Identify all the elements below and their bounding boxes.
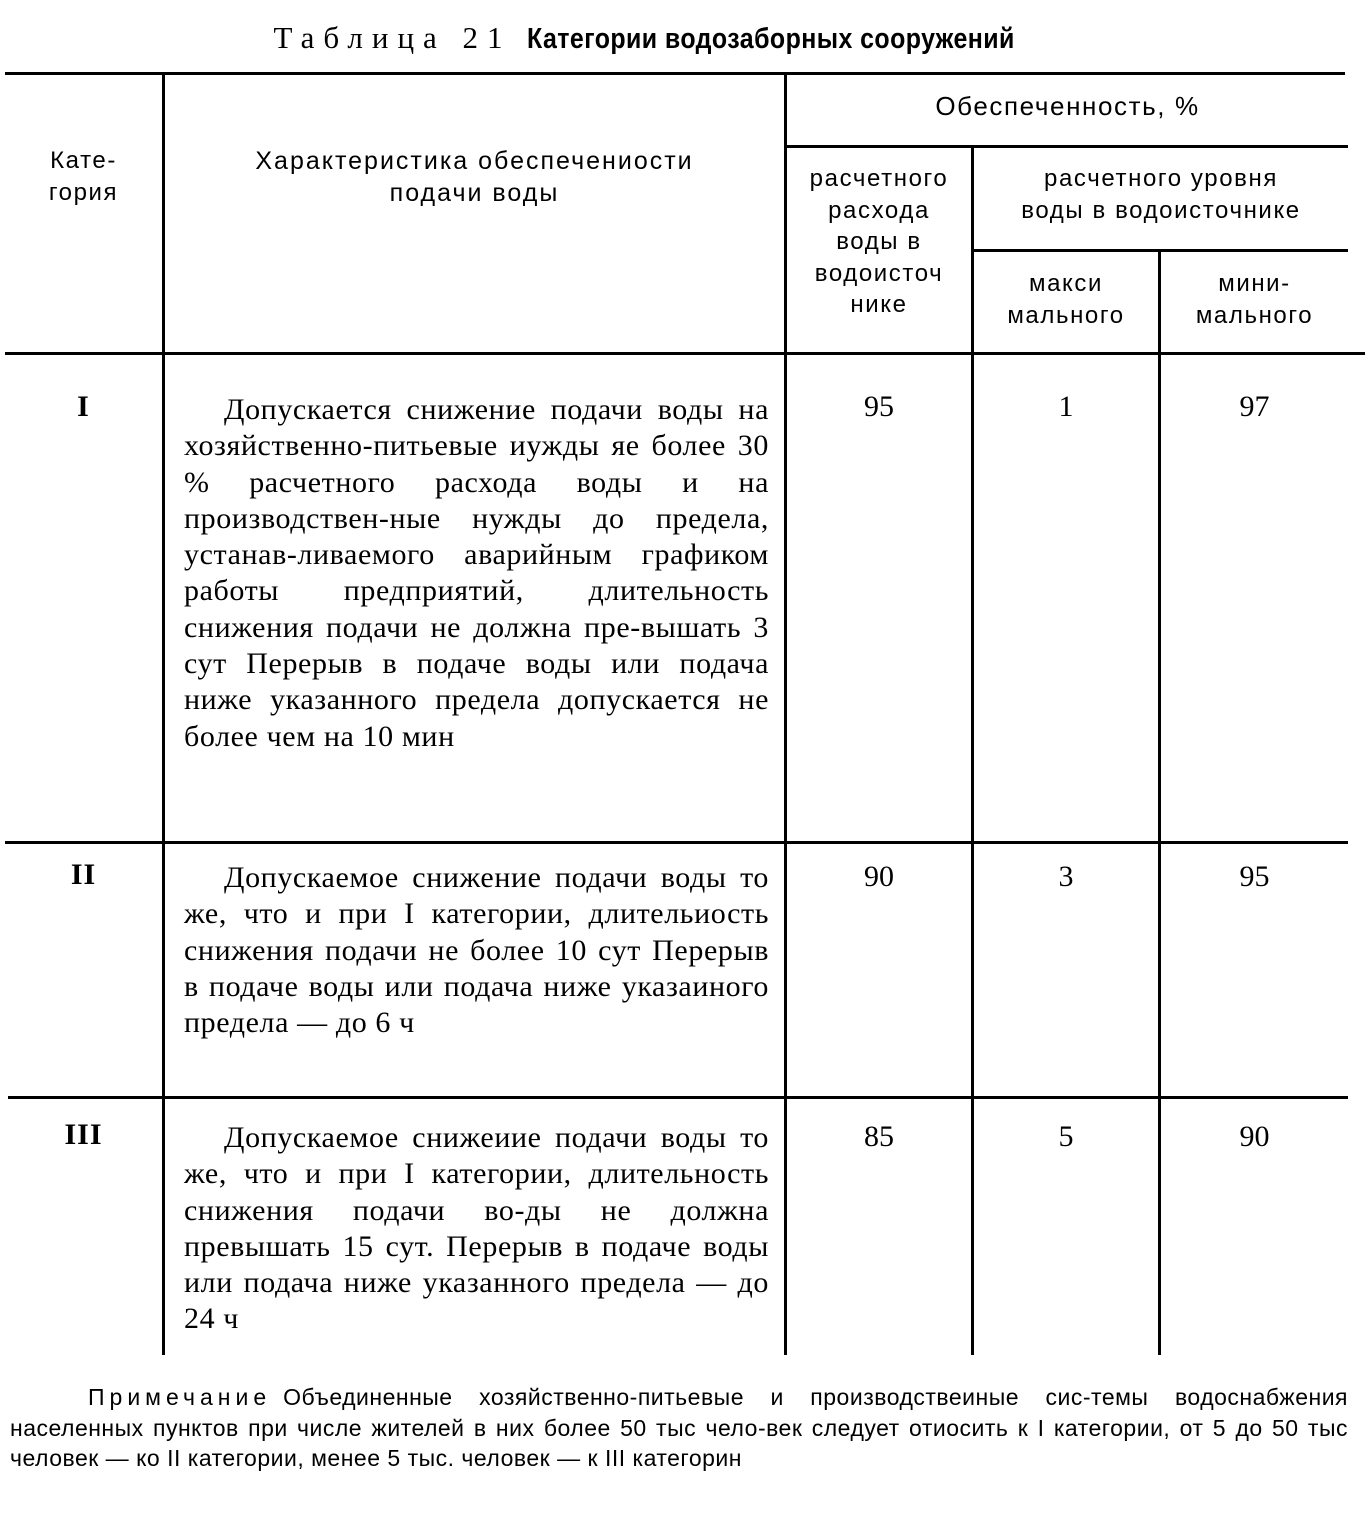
header-design-flow: расчетного расхода воды в водоисточ нике	[809, 165, 949, 318]
row-max-level: 5	[1058, 1120, 1074, 1153]
header-category: Кате- гория	[48, 147, 119, 206]
row-category: II	[70, 858, 97, 891]
row-divider-2	[8, 1096, 1348, 1099]
row-category: I	[77, 390, 90, 423]
row-divider-1	[5, 841, 1348, 844]
table-title: Категории водозаборных сооружений	[527, 23, 1016, 55]
row-design-flow: 95	[864, 390, 894, 423]
table-caption	[0, 18, 1368, 59]
header-maximum: макси мального	[1007, 270, 1125, 329]
row-max-level: 3	[1058, 860, 1074, 893]
row-characteristic: Допускаемое снижение подачи воды то же, что и при I категории, длительиость снижения подачи не более 10 сут Перерыв в подаче воды или подача ниже указаиного предела — до 6 ч	[184, 861, 769, 1040]
column-divider-category	[162, 73, 165, 1355]
row-max-level: 1	[1058, 390, 1074, 423]
table-number: Таблица 21	[273, 20, 512, 55]
header-provision-group: Обеспеченность, %	[935, 91, 1200, 121]
row-characteristic: Допускаемое снижеиие подачи воды то же, что и при I категории, длительность снижения подачи во-ды не должна превышать 15 сут. Перерыв в подаче воды или подача ниже указанного предела — до 24 ч	[184, 1121, 769, 1336]
header-bottom-rule	[5, 352, 1365, 355]
row-design-flow: 90	[864, 860, 894, 893]
note-text: Объединенные хозяйственно-питьевые и производствеиные сис-темы водоснабжения населенных пунктов при числе жителей в них более 50 тыс чело-век следует отиосить к I категории, от 5 до 50 тыс человек — ко II категории, менее 5 тыс. человек — к III категорин	[10, 1384, 1348, 1471]
provision-header-rule	[786, 145, 1348, 148]
row-design-flow: 85	[864, 1120, 894, 1153]
header-design-level-group: расчетного уровня воды в водоисточнике	[1021, 165, 1301, 224]
header-minimum: мини- мального	[1195, 270, 1314, 329]
header-characteristic: Характеристика обеспечениости подачи воды	[255, 147, 694, 207]
note-label: Примечание	[88, 1384, 272, 1410]
table-note	[10, 1382, 1348, 1474]
row-min-level: 97	[1239, 390, 1270, 423]
row-min-level: 90	[1239, 1120, 1270, 1153]
row-characteristic: Допускается снижение подачи воды на хозяйственно-питьевые иужды яе более 30 % расчетного расхода воды и на производствен-ные нужды до предела, устанав-ливаемого аварийным графиком работы предприятий, длительность снижения подачи не должна пре-вышать 3 сут Перерыв в подаче воды или подача ниже указанного предела допускается не более чем на 10 мин	[184, 393, 769, 753]
row-category: III	[64, 1118, 103, 1151]
row-min-level: 95	[1239, 860, 1270, 893]
table-top-rule	[5, 72, 1345, 75]
